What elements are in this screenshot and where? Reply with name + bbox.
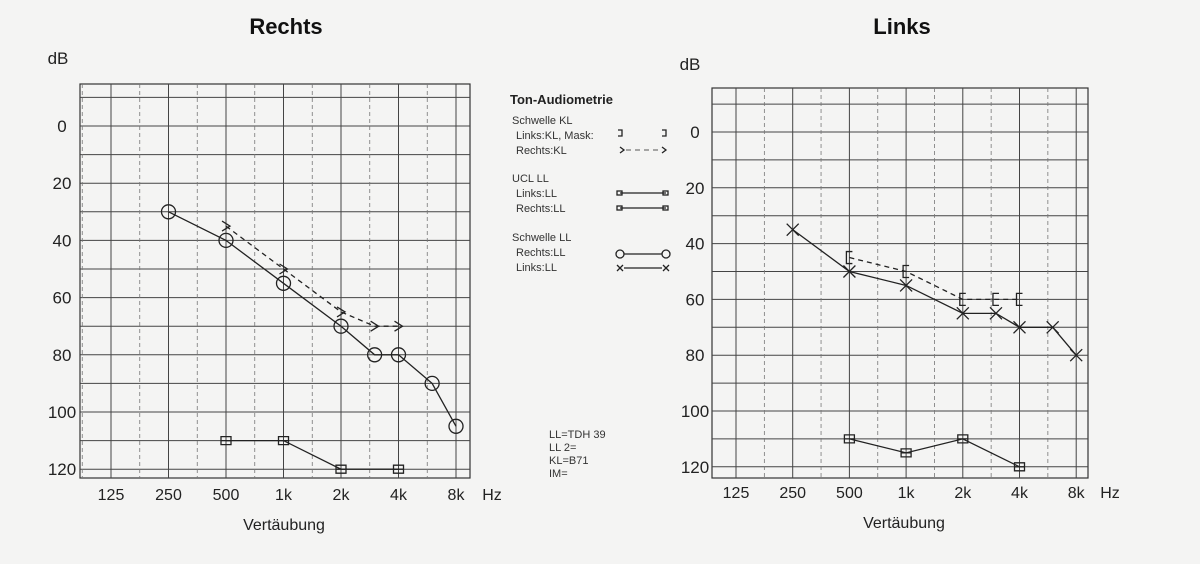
x-tick-6: 8k	[447, 487, 465, 504]
plot-frame	[80, 84, 470, 478]
x-tick-labels	[98, 487, 466, 504]
legend-item: Rechts:KL	[516, 145, 567, 157]
y-tick-4: 80	[52, 345, 72, 365]
y-tick-1: 20	[52, 174, 72, 194]
y-tick-0: 0	[690, 123, 700, 142]
plot-frame	[712, 88, 1088, 478]
legend-swatch-links-kl-mask	[618, 130, 666, 136]
x-tick-4: 2k	[954, 485, 972, 502]
y-tick-5: 100	[680, 402, 710, 421]
y-tick-6: 120	[680, 457, 710, 477]
legend-group-heading: Schwelle KL	[512, 115, 573, 127]
device-notes	[549, 429, 606, 480]
y-tick-6: 120	[47, 460, 77, 480]
x-tick-5: 4k	[390, 487, 407, 504]
x-tick-5: 4k	[1011, 485, 1028, 502]
note-line: KL=B71	[549, 455, 589, 467]
legend-group-heading: Schwelle LL	[512, 232, 572, 244]
legend-swatch-links-ll	[617, 265, 669, 271]
legend-group-heading: UCL LL	[512, 173, 549, 185]
y-tick-4: 80	[685, 346, 705, 366]
note-line: LL=TDH 39	[549, 429, 606, 441]
y-tick-5: 100	[47, 403, 77, 422]
legend	[510, 92, 670, 274]
x-tick-4: 2k	[332, 487, 350, 504]
y-tick-0: 0	[57, 117, 67, 136]
legend-swatch-ucl-links	[617, 191, 668, 195]
y-tick-labels	[681, 123, 709, 477]
x-tick-3: 1k	[897, 485, 915, 502]
legend-item: Links:KL, Mask:	[516, 130, 594, 142]
y-tick-3: 60	[52, 288, 72, 308]
note-line: IM=	[549, 468, 568, 480]
x-tick-1: 250	[779, 485, 807, 502]
legend-swatch-ucl-rechts	[617, 206, 668, 210]
audiogram-links	[680, 14, 1120, 532]
y-axis-label: dB	[679, 55, 701, 74]
y-tick-labels	[48, 117, 76, 479]
x-tick-2: 500	[212, 487, 240, 504]
legend-title: Ton-Audiometrie	[510, 92, 614, 107]
x-tick-6: 8k	[1067, 485, 1085, 502]
x-tick-2: 500	[836, 485, 863, 502]
chart-title: Links	[873, 14, 931, 39]
legend-item: Rechts:LL	[516, 203, 566, 215]
y-tick-2: 40	[52, 231, 72, 251]
legend-swatch-rechts-ll	[616, 250, 670, 258]
x-tick-0: 125	[722, 485, 750, 502]
x-tick-0: 125	[97, 487, 125, 504]
chart-title: Rechts	[249, 14, 323, 39]
x-unit-label: Hz	[482, 487, 502, 504]
note-line: LL 2=	[549, 442, 577, 454]
x-unit-label: Hz	[1100, 485, 1120, 502]
y-tick-3: 60	[685, 290, 705, 310]
y-tick-1: 20	[685, 178, 705, 198]
chart-grid	[80, 84, 470, 478]
y-tick-2: 40	[685, 234, 705, 254]
x-axis-label: Vertäubung	[863, 515, 945, 532]
legend-item: Links:LL	[516, 188, 557, 200]
x-axis-label: Vertäubung	[243, 517, 325, 534]
legend-item: Links:LL	[516, 262, 557, 274]
x-tick-1: 250	[155, 487, 182, 504]
x-tick-labels	[723, 485, 1086, 502]
x-tick-3: 1k	[275, 487, 292, 504]
y-axis-label: dB	[47, 49, 69, 68]
chart-grid	[712, 88, 1088, 478]
audiogram-rechts	[48, 14, 502, 534]
legend-swatch-rechts-kl	[620, 147, 666, 153]
legend-item: Rechts:LL	[516, 247, 566, 259]
